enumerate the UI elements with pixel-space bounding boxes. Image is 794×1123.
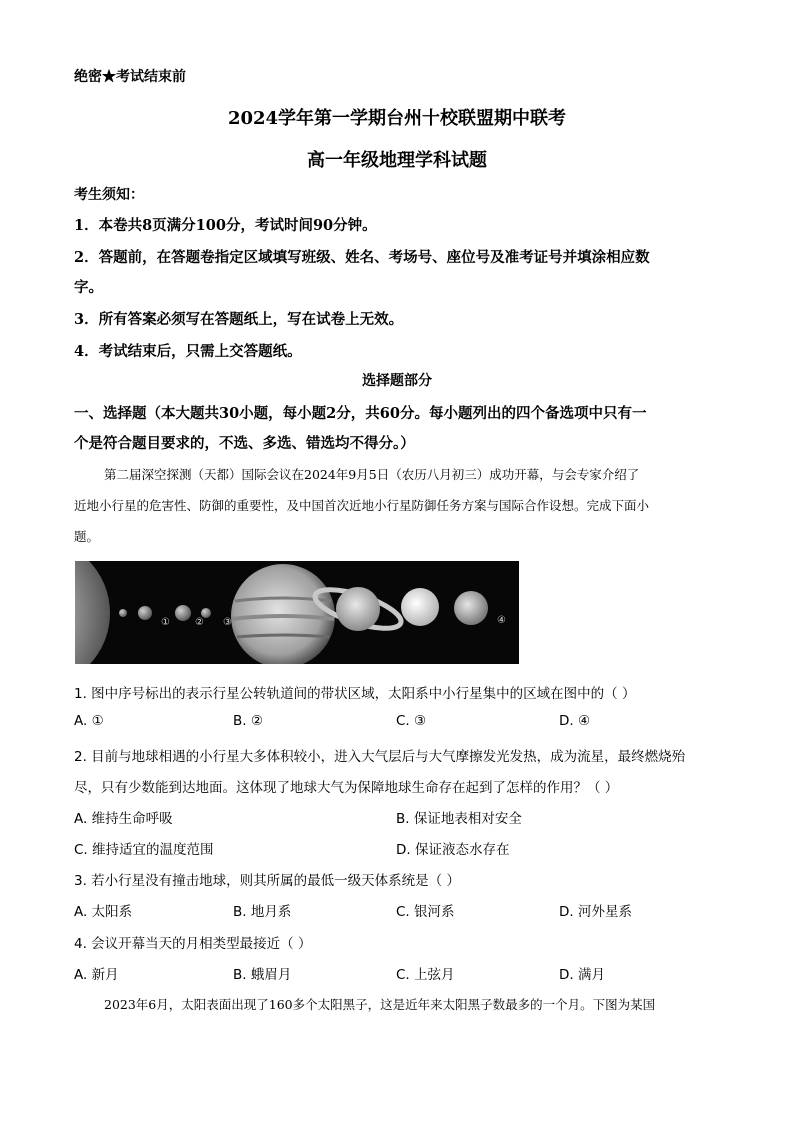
passage-line: 2023年6月，太阳表面出现了160多个太阳黑子，这是近年来太阳黑子数最多的一个月。下图为某国 — [104, 997, 656, 1012]
figure-label: ① — [161, 617, 170, 628]
section-instruction: 一、选择题（本大题共30小题，每小题2分，共60分。每小题列出的四个备选项中只有一 — [74, 405, 647, 422]
notice-heading: 考生须知： — [74, 187, 144, 203]
option: B. 蛾眉月 — [233, 967, 292, 983]
option: D. 保证液态水存在 — [396, 842, 510, 858]
sun-shape — [75, 561, 110, 664]
question-text: 3. 若小行星没有撞击地球，则其所属的最低一级天体系统是（ ） — [74, 873, 460, 889]
option: B. 地月系 — [233, 904, 292, 920]
notice-item: 字。 — [74, 279, 103, 296]
option: A. ① — [74, 713, 104, 729]
passage-line: 近地小行星的危害性、防御的重要性，及中国首次近地小行星防御任务方案与国际合作设想。完成下面小 — [74, 498, 650, 513]
option: B. 保证地表相对安全 — [396, 811, 522, 827]
passage-line: 第二届深空探测（天都）国际会议在2024年9月5日（农历八月初三）成功开幕，与会专家介绍了 — [104, 467, 640, 482]
figure-label: ④ — [497, 615, 506, 626]
notice-item: 4．考试结束后，只需上交答题纸。 — [74, 343, 302, 360]
option: D. ④ — [559, 713, 591, 729]
secret-label: 绝密★考试结束前 — [74, 69, 186, 85]
neptune-shape — [454, 591, 488, 625]
figure-label: ② — [195, 617, 204, 628]
option: A. 新月 — [74, 967, 119, 983]
option: C. 维持适宜的温度范围 — [74, 842, 214, 858]
question-text: 尽，只有少数能到达地面。这体现了地球大气为保障地球生命存在起到了怎样的作用？（ ） — [74, 780, 619, 796]
question-text: 1. 图中序号标出的表示行星公转轨道间的带状区域，太阳系中小行星集中的区域在图中的（ ） — [74, 686, 636, 702]
exam-title: 2024学年第一学期台州十校联盟期中联考 — [227, 108, 567, 129]
notice-item: 1．本卷共8页满分100分，考试时间90分钟。 — [74, 217, 377, 234]
option: D. 满月 — [559, 967, 605, 983]
earth-shape — [175, 605, 191, 621]
figure-label: ③ — [223, 617, 232, 628]
option: A. 太阳系 — [74, 904, 133, 920]
question-text: 4. 会议开幕当天的月相类型最接近（ ） — [74, 936, 312, 952]
section-title: 选择题部分 — [362, 373, 432, 389]
solar-system-illustration — [75, 561, 519, 664]
option: D. 河外星系 — [559, 904, 632, 920]
solar-system-figure — [75, 561, 519, 664]
option: B. ② — [233, 713, 263, 729]
notice-item: 2．答题前，在答题卷指定区域填写班级、姓名、考场号、座位号及准考证号并填涂相应数 — [74, 249, 650, 266]
passage-line: 题。 — [74, 529, 100, 544]
exam-subtitle: 高一年级地理学科试题 — [307, 150, 487, 171]
option: C. ③ — [396, 713, 427, 729]
saturn-shape — [336, 587, 380, 631]
option: C. 上弦月 — [396, 967, 455, 983]
option: C. 银河系 — [396, 904, 455, 920]
section-instruction: 个是符合题目要求的，不选、多选、错选均不得分。） — [74, 435, 415, 452]
mercury-shape — [119, 609, 127, 617]
notice-item: 3．所有答案必须写在答题纸上，写在试卷上无效。 — [74, 311, 404, 328]
question-text: 2. 目前与地球相遇的小行星大多体积较小，进入大气层后与大气摩擦发光发热，成为流星，最终燃烧殆 — [74, 749, 686, 765]
option: A. 维持生命呼吸 — [74, 811, 173, 827]
venus-shape — [138, 606, 152, 620]
uranus-shape — [401, 588, 439, 626]
